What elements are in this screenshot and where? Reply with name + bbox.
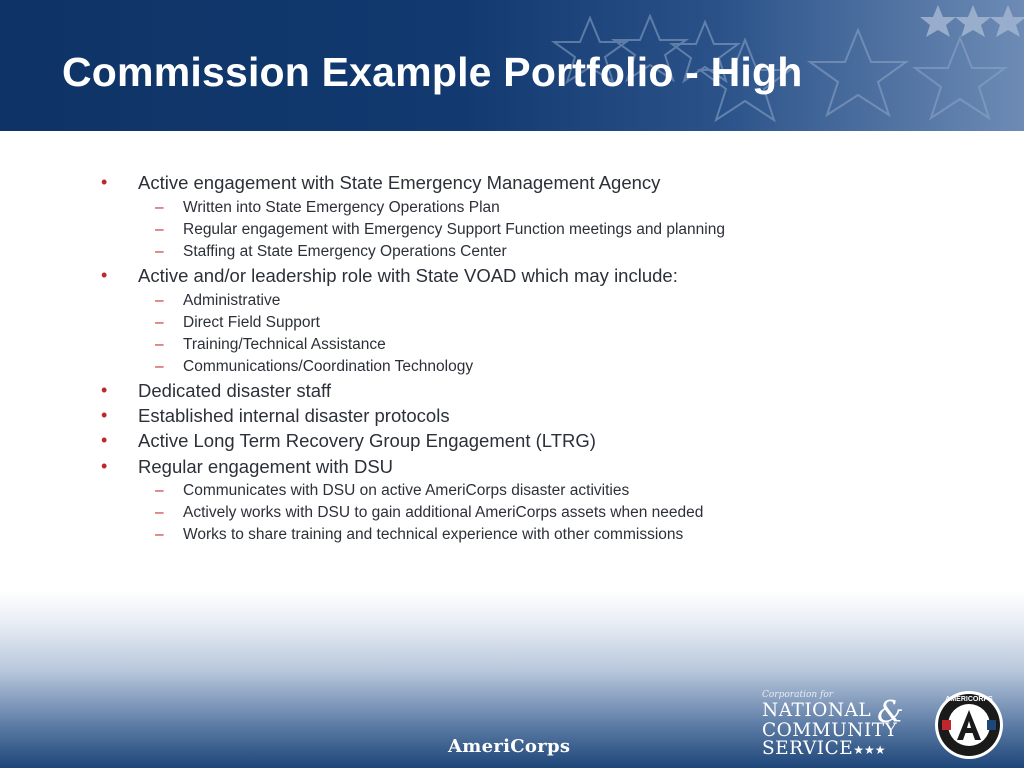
bullet-text: Established internal disaster protocols xyxy=(138,405,450,426)
sub-bullet-item xyxy=(155,243,507,261)
sub-bullet-item xyxy=(155,526,684,544)
dash-marker: – xyxy=(155,526,164,543)
sub-bullet-item xyxy=(155,358,474,376)
bullet-marker: • xyxy=(101,265,108,285)
sub-bullet-item xyxy=(155,314,320,332)
bullet-text: Written into State Emergency Operations Plan xyxy=(183,199,500,216)
dash-marker: – xyxy=(155,504,164,521)
sub-bullet-item xyxy=(155,482,630,500)
dash-marker: – xyxy=(155,292,164,309)
bullet-marker: • xyxy=(101,172,108,192)
bullet-text: Regular engagement with Emergency Support Function meetings and planning xyxy=(183,221,725,238)
cncs-logo-line3 xyxy=(762,740,886,759)
cncs-logo-ampersand: & xyxy=(877,695,904,730)
dash-marker: – xyxy=(155,336,164,353)
bullet-item xyxy=(101,405,450,427)
dash-marker: – xyxy=(155,314,164,331)
dash-marker: – xyxy=(155,221,164,238)
cncs-logo-stars: ★★★ xyxy=(853,743,886,757)
sub-bullet-item xyxy=(155,292,281,310)
cncs-logo xyxy=(760,690,915,758)
bullet-text: Active Long Term Recovery Group Engagement (LTRG) xyxy=(138,430,596,451)
star-icon xyxy=(990,5,1024,37)
seal-ring-text: AMERICORPS xyxy=(945,696,993,703)
bullet-item xyxy=(101,430,596,452)
star-icon xyxy=(810,30,906,115)
slide-header xyxy=(0,0,1024,131)
bullet-marker: • xyxy=(101,405,108,425)
bullet-item xyxy=(101,456,394,478)
bullet-text: Actively works with DSU to gain additional AmeriCorps assets when needed xyxy=(183,504,704,521)
bullet-text: Communications/Coordination Technology xyxy=(183,358,474,375)
cncs-logo-service-text: SERVICE xyxy=(762,738,854,759)
dash-marker: – xyxy=(155,482,164,499)
bullet-text: Works to share training and technical experience with other commissions xyxy=(183,526,684,543)
star-icon xyxy=(920,5,956,37)
bullet-item xyxy=(101,172,661,194)
bullet-text: Dedicated disaster staff xyxy=(138,380,331,401)
bullet-text: Regular engagement with DSU xyxy=(138,456,394,477)
bullet-item xyxy=(101,380,331,402)
bullet-text: Administrative xyxy=(183,292,281,309)
slide-title: Commission Example Portfolio - High xyxy=(62,49,803,95)
americorps-wordmark: AmeriCorps xyxy=(448,736,571,757)
star-icon xyxy=(955,5,991,37)
sub-bullet-item xyxy=(155,221,725,239)
bullet-text: Active engagement with State Emergency Management Agency xyxy=(138,172,661,193)
bullet-marker: • xyxy=(101,456,108,476)
sub-bullet-item xyxy=(155,504,704,522)
bullet-text: Training/Technical Assistance xyxy=(183,336,386,353)
americorps-seal-icon xyxy=(934,690,1004,760)
bullet-text: Staffing at State Emergency Operations Center xyxy=(183,243,507,260)
bullet-marker: • xyxy=(101,380,108,400)
star-icon xyxy=(915,38,1005,118)
dash-marker: – xyxy=(155,199,164,216)
bullet-text: Communicates with DSU on active AmeriCorps disaster activities xyxy=(183,482,630,499)
sub-bullet-item xyxy=(155,336,386,354)
sub-bullet-item xyxy=(155,199,500,217)
cncs-logo-small-text: Corporation for xyxy=(762,690,834,700)
bullet-text: Active and/or leadership role with State VOAD which may include: xyxy=(138,265,678,286)
cncs-logo-line2: COMMUNITY xyxy=(762,720,898,741)
bullet-item xyxy=(101,265,678,287)
bullet-marker: • xyxy=(101,430,108,450)
bullet-text: Direct Field Support xyxy=(183,314,320,331)
dash-marker: – xyxy=(155,358,164,375)
dash-marker: – xyxy=(155,243,164,260)
cncs-logo-line1: NATIONAL xyxy=(762,700,872,721)
